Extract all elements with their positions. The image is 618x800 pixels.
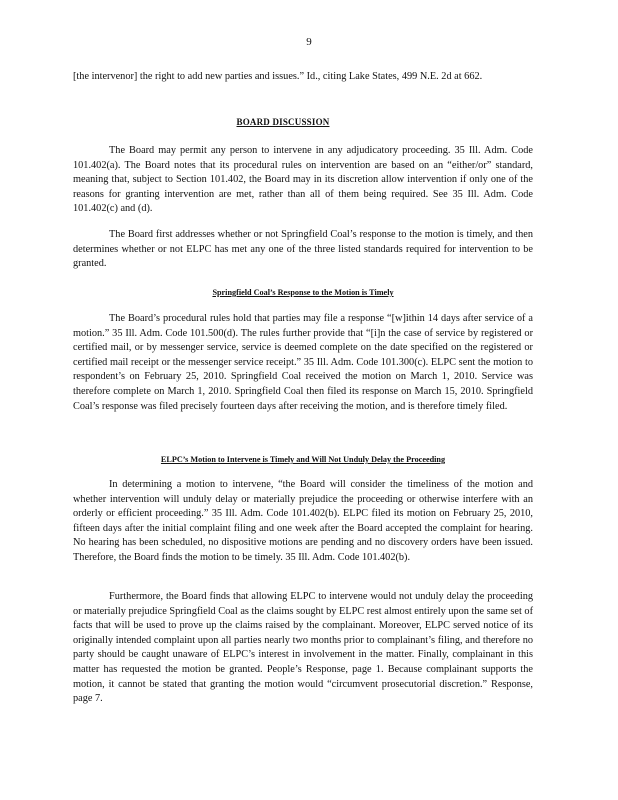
paragraph-board-addresses: The Board first addresses whether or not Springfield Coal’s response to the motion is timely, and then determines whether or not ELPC has met any one of the three listed standards required for intervention to be granted. [73,229,533,270]
page-number: 9 [306,36,312,48]
intro-paragraph: [the intervenor] the right to add new parties and issues.” Id., citing Lake States, 499 N.E. 2d at 662. [73,71,483,82]
motion-timely-heading [73,454,533,465]
paragraph-furthermore: Furthermore, the Board finds that allowing ELPC to intervene would not unduly delay the proceeding or materially prejudice Springfield Coal as the claims sought by ELPC rest almost entirely upon the same set of facts that will be used to prove up the claims raised by the complainant. Moreover, ELPC served notice of its originally intended complaint upon all parties nearly two months prior to complainant’s filing, and therefore no party should be caught unaware of ELPC’s interest in involvement in the matter. Finally, complainant in this matter has requested the motion be granted. People’s Response, page 1. Because complainant supports the motion, it cannot be stated that granting the motion would “circumvent prosecutorial discretion.” Response, page 7. [73,591,533,705]
paragraph-intervention-standard: The Board may permit any person to intervene in any adjudicatory proceeding. 35 Ill. Adm. Code 101.402(a). The Board notes that its procedural rules on intervention are based on an “either/or” standard, meaning that, subject to Section 101.402, the Board may in its discretion allow intervention if only one of the reasons for granting intervention are met, rather than all of them being required. See 35 Ill. Adm. Code 101.402(c) and (d). [73,145,533,215]
board-discussion-heading-text: BOARD DISCUSSION [236,117,330,127]
board-discussion-heading [73,117,533,128]
paragraph-procedural-rules: The Board’s procedural rules hold that parties may file a response “[w]ithin 14 days after service of a motion.” 35 Ill. Adm. Code 101.500(d). The rules further provide that “[i]n the case of service by registered or certified mail, or by messenger service, service is deemed complete on the date specified on the registered or certified mail receipt or the messenger service receipt.” 35 Ill. Adm. Code 101.300(c). ELPC sent the motion to respondent’s on February 25, 2010. Springfield Coal received the motion on March 1, 2010. Service was therefore complete on March 1, 2010. Springfield Coal then filed its response on March 15, 2010. Springfield Coal’s response was filed precisely fourteen days after receiving the motion, and is therefore timely filed. [73,313,533,412]
paragraph-determining-motion: In determining a motion to intervene, “the Board will consider the timeliness of the motion and whether intervention will unduly delay or materially prejudice the proceeding or otherwise interfere with an orderly or efficient proceeding.” 35 Ill. Adm. Code 101.402(b). ELPC filed its motion on February 25, 2010, fifteen days after the initial complaint filing and one week after the Board accepted the complaint for hearing. No hearing has been scheduled, no dispositive motions are pending and no discovery orders have been issued. Therefore, the Board finds the motion to be timely. 35 Ill. Adm. Code 101.402(b). [73,479,533,563]
response-timely-heading-text: Springfield Coal’s Response to the Motion is Timely [212,288,394,297]
response-timely-heading [73,287,533,298]
motion-timely-heading-text: ELPC’s Motion to Intervene is Timely and Will Not Unduly Delay the Proceeding [160,455,446,464]
